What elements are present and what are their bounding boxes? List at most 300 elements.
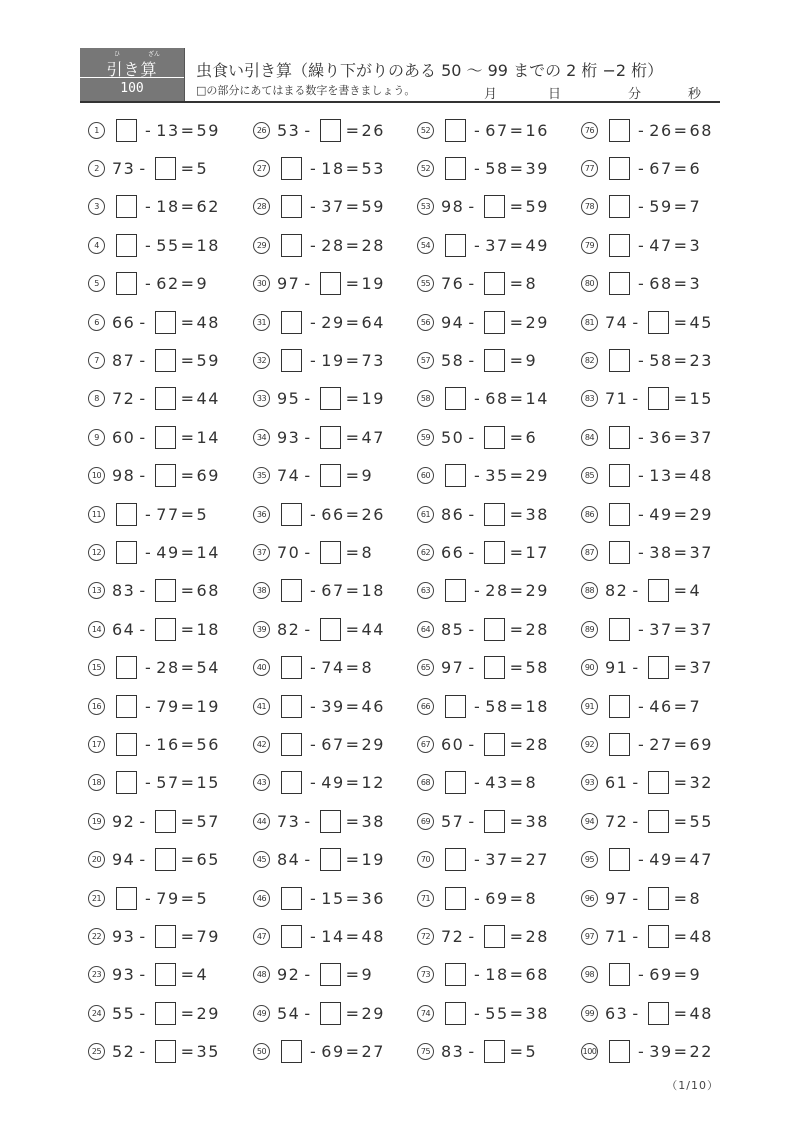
minus-sign: - (474, 773, 482, 793)
problem-item (581, 156, 741, 180)
subtrahend: 79 (156, 888, 180, 908)
answer-box[interactable] (116, 503, 137, 526)
difference: 3 (689, 235, 702, 255)
answer-box[interactable] (281, 579, 302, 602)
problem-number: 34 (253, 429, 270, 446)
problem-expression (277, 887, 385, 910)
problem-expression (277, 311, 385, 334)
answer-box[interactable] (609, 349, 630, 372)
equals-sign: = (509, 158, 525, 178)
answer-box[interactable] (155, 349, 176, 372)
minus-sign: - (468, 926, 476, 946)
difference: 18 (196, 619, 220, 639)
equals-sign: = (673, 197, 689, 217)
problem-item (88, 310, 248, 334)
problem-number: 87 (581, 544, 598, 561)
answer-box[interactable] (320, 618, 341, 641)
minus-sign: - (638, 965, 646, 985)
answer-box[interactable] (281, 733, 302, 756)
equals-sign: = (509, 312, 525, 332)
equals-sign: = (345, 811, 361, 831)
problem-number: 45 (253, 851, 270, 868)
answer-box[interactable] (320, 119, 341, 142)
problem-item (417, 502, 577, 526)
equals-sign: = (345, 274, 361, 294)
problem-expression (277, 848, 385, 871)
minuend: 94 (441, 312, 465, 332)
difference: 9 (689, 965, 702, 985)
answer-box[interactable] (609, 503, 630, 526)
problem-number: 79 (581, 237, 598, 254)
difference: 4 (196, 965, 209, 985)
minus-sign: - (304, 120, 312, 140)
problem-item (253, 924, 413, 948)
problem-item (417, 387, 577, 411)
answer-box[interactable] (648, 1002, 669, 1025)
problem-number: 37 (253, 544, 270, 561)
worksheet-instruction: □の部分にあてはまる数字を書きましょう。 (196, 84, 416, 97)
difference: 79 (196, 926, 220, 946)
answer-box[interactable] (155, 618, 176, 641)
problem-expression (112, 771, 220, 794)
equals-sign: = (345, 466, 361, 486)
minus-sign: - (468, 542, 476, 562)
difference: 18 (525, 696, 549, 716)
minuend: 92 (112, 811, 136, 831)
equals-sign: = (345, 850, 361, 870)
problem-expression (605, 925, 713, 948)
problem-number: 76 (581, 122, 598, 139)
difference: 5 (525, 1042, 538, 1062)
answer-box[interactable] (445, 887, 466, 910)
answer-box[interactable] (281, 771, 302, 794)
answer-box[interactable] (320, 963, 341, 986)
answer-box[interactable] (648, 810, 669, 833)
answer-box[interactable] (609, 1040, 630, 1063)
answer-box[interactable] (116, 234, 137, 257)
subtrahend: 68 (485, 389, 509, 409)
answer-box[interactable] (609, 272, 630, 295)
equals-sign: = (509, 235, 525, 255)
difference: 69 (689, 734, 713, 754)
problem-number: 48 (253, 966, 270, 983)
problem-item (253, 195, 413, 219)
equals-sign: = (673, 504, 689, 524)
answer-box[interactable] (281, 1040, 302, 1063)
equals-sign: = (180, 1042, 196, 1062)
subtrahend: 47 (649, 235, 673, 255)
problem-expression (605, 887, 701, 910)
problem-number: 11 (88, 506, 105, 523)
minus-sign: - (304, 619, 312, 639)
subtrahend: 49 (321, 773, 345, 793)
answer-box[interactable] (609, 733, 630, 756)
answer-box[interactable] (609, 426, 630, 449)
answer-box[interactable] (320, 1002, 341, 1025)
answer-box[interactable] (445, 157, 466, 180)
problem-number: 78 (581, 198, 598, 215)
subtrahend: 37 (649, 619, 673, 639)
answer-box[interactable] (484, 349, 505, 372)
subtrahend: 58 (485, 158, 509, 178)
answer-box[interactable] (155, 848, 176, 871)
problem-expression (441, 925, 549, 948)
equals-sign: = (673, 120, 689, 140)
problem-item (581, 1040, 741, 1064)
subtrahend: 27 (649, 734, 673, 754)
problem-item (88, 848, 248, 872)
difference: 37 (689, 658, 713, 678)
equals-sign: = (180, 965, 196, 985)
problem-item (417, 617, 577, 641)
problem-expression (112, 157, 208, 180)
problem-item (417, 1040, 577, 1064)
equals-sign: = (180, 389, 196, 409)
problem-expression (605, 963, 701, 986)
answer-box[interactable] (116, 771, 137, 794)
subtrahend: 18 (485, 965, 509, 985)
answer-box[interactable] (320, 387, 341, 410)
problem-expression (277, 503, 385, 526)
problem-number: 81 (581, 314, 598, 331)
subtrahend: 49 (156, 542, 180, 562)
answer-box[interactable] (609, 541, 630, 564)
problem-expression (441, 848, 549, 871)
answer-box[interactable] (320, 464, 341, 487)
answer-box[interactable] (648, 387, 669, 410)
answer-box[interactable] (609, 695, 630, 718)
equals-sign: = (509, 542, 525, 562)
answer-box[interactable] (155, 387, 176, 410)
answer-box[interactable] (116, 541, 137, 564)
answer-box[interactable] (648, 656, 669, 679)
subtrahend: 69 (321, 1042, 345, 1062)
equals-sign: = (509, 274, 525, 294)
answer-box[interactable] (155, 1002, 176, 1025)
answer-box[interactable] (281, 656, 302, 679)
answer-box[interactable] (116, 272, 137, 295)
difference: 19 (361, 389, 385, 409)
difference: 37 (689, 542, 713, 562)
difference: 8 (525, 773, 538, 793)
equals-sign: = (180, 312, 196, 332)
equals-sign: = (673, 850, 689, 870)
answer-box[interactable] (484, 541, 505, 564)
problem-expression (277, 464, 373, 487)
answer-box[interactable] (484, 925, 505, 948)
answer-box[interactable] (445, 848, 466, 871)
minuend: 82 (277, 619, 301, 639)
problem-item (88, 1001, 248, 1025)
subtrahend: 68 (649, 274, 673, 294)
answer-box[interactable] (484, 272, 505, 295)
problem-item (88, 464, 248, 488)
answer-box[interactable] (648, 311, 669, 334)
equals-sign: = (509, 466, 525, 486)
answer-box[interactable] (609, 195, 630, 218)
answer-box[interactable] (445, 963, 466, 986)
minus-sign: - (145, 197, 153, 217)
equals-sign: = (180, 696, 196, 716)
problem-item (88, 233, 248, 257)
answer-box[interactable] (484, 195, 505, 218)
answer-box[interactable] (484, 311, 505, 334)
answer-box[interactable] (116, 195, 137, 218)
difference: 26 (361, 504, 385, 524)
problem-number: 29 (253, 237, 270, 254)
equals-sign: = (509, 120, 525, 140)
minus-sign: - (310, 197, 318, 217)
answer-box[interactable] (445, 387, 466, 410)
subtrahend: 37 (321, 197, 345, 217)
answer-box[interactable] (116, 119, 137, 142)
answer-box[interactable] (281, 157, 302, 180)
problem-expression (605, 771, 713, 794)
problem-item (253, 1040, 413, 1064)
answer-box[interactable] (320, 541, 341, 564)
problem-expression (441, 272, 537, 295)
equals-sign: = (509, 850, 525, 870)
difference: 68 (689, 120, 713, 140)
answer-box[interactable] (320, 848, 341, 871)
problem-item (417, 464, 577, 488)
problem-item (88, 387, 248, 411)
problem-expression (277, 1002, 385, 1025)
problem-number: 58 (417, 390, 434, 407)
difference: 29 (525, 581, 549, 601)
minuend: 98 (441, 197, 465, 217)
minuend: 84 (277, 850, 301, 870)
problem-number: 73 (417, 966, 434, 983)
answer-box[interactable] (445, 119, 466, 142)
answer-box[interactable] (445, 695, 466, 718)
difference: 27 (361, 1042, 385, 1062)
minus-sign: - (310, 350, 318, 370)
problem-item (581, 656, 741, 680)
difference: 23 (689, 350, 713, 370)
problem-number: 6 (88, 314, 105, 331)
answer-box[interactable] (484, 503, 505, 526)
problem-number: 46 (253, 890, 270, 907)
difference: 27 (525, 850, 549, 870)
second-label: 秒 (688, 87, 702, 102)
answer-box[interactable] (281, 234, 302, 257)
answer-box[interactable] (281, 887, 302, 910)
answer-box[interactable] (648, 925, 669, 948)
problem-expression (441, 234, 549, 257)
difference: 28 (525, 926, 549, 946)
problem-item (253, 348, 413, 372)
problem-item (253, 656, 413, 680)
answer-box[interactable] (155, 1040, 176, 1063)
title-ruby-hi: ひ (114, 51, 121, 58)
minus-sign: - (139, 466, 147, 486)
problem-expression (605, 272, 701, 295)
answer-box[interactable] (445, 234, 466, 257)
problem-item (417, 156, 577, 180)
answer-box[interactable] (484, 426, 505, 449)
problem-number: 63 (417, 582, 434, 599)
difference: 8 (525, 888, 538, 908)
difference: 9 (196, 274, 209, 294)
answer-box[interactable] (155, 963, 176, 986)
problem-item (253, 272, 413, 296)
answer-box[interactable] (609, 157, 630, 180)
difference: 48 (196, 312, 220, 332)
answer-box[interactable] (609, 119, 630, 142)
problem-expression (605, 349, 713, 372)
difference: 29 (525, 312, 549, 332)
equals-sign: = (673, 158, 689, 178)
problem-expression (277, 963, 373, 986)
problem-number: 66 (417, 698, 434, 715)
equals-sign: = (180, 197, 196, 217)
problem-number: 16 (88, 698, 105, 715)
equals-sign: = (673, 888, 689, 908)
problem-number: 28 (253, 198, 270, 215)
answer-box[interactable] (445, 1002, 466, 1025)
equals-sign: = (345, 1042, 361, 1062)
problem-item (417, 310, 577, 334)
answer-box[interactable] (609, 963, 630, 986)
problem-expression (441, 157, 549, 180)
minus-sign: - (468, 312, 476, 332)
subtrahend: 77 (156, 504, 180, 524)
minuend: 86 (441, 504, 465, 524)
equals-sign: = (180, 158, 196, 178)
answer-box[interactable] (445, 464, 466, 487)
difference: 5 (196, 504, 209, 524)
answer-box[interactable] (445, 579, 466, 602)
minus-sign: - (139, 1003, 147, 1023)
answer-box[interactable] (648, 579, 669, 602)
difference: 39 (525, 158, 549, 178)
minuend: 73 (277, 811, 301, 831)
answer-box[interactable] (281, 925, 302, 948)
minus-sign: - (304, 466, 312, 486)
problem-expression (605, 426, 713, 449)
problem-number: 77 (581, 160, 598, 177)
minus-sign: - (638, 696, 646, 716)
problem-number: 42 (253, 736, 270, 753)
problem-item (417, 1001, 577, 1025)
equals-sign: = (509, 926, 525, 946)
minus-sign: - (638, 158, 646, 178)
minus-sign: - (474, 389, 482, 409)
answer-box[interactable] (648, 887, 669, 910)
problem-number: 35 (253, 467, 270, 484)
problem-item (417, 233, 577, 257)
difference: 69 (196, 466, 220, 486)
subtrahend: 18 (156, 197, 180, 217)
answer-box[interactable] (484, 810, 505, 833)
minus-sign: - (638, 542, 646, 562)
problem-expression (277, 579, 385, 602)
minus-sign: - (310, 235, 318, 255)
difference: 7 (689, 197, 702, 217)
difference: 18 (361, 581, 385, 601)
answer-box[interactable] (445, 771, 466, 794)
equals-sign: = (345, 965, 361, 985)
answer-box[interactable] (155, 810, 176, 833)
subtrahend: 13 (649, 466, 673, 486)
answer-box[interactable] (155, 464, 176, 487)
difference: 48 (689, 466, 713, 486)
subtrahend: 58 (649, 350, 673, 370)
problem-expression (441, 579, 549, 602)
problem-number: 98 (581, 966, 598, 983)
problem-expression (112, 311, 220, 334)
difference: 5 (196, 888, 209, 908)
answer-box[interactable] (320, 426, 341, 449)
answer-box[interactable] (116, 695, 137, 718)
answer-box[interactable] (155, 925, 176, 948)
answer-box[interactable] (155, 579, 176, 602)
problem-expression (112, 963, 208, 986)
answer-box[interactable] (484, 618, 505, 641)
problem-expression (112, 695, 220, 718)
difference: 19 (196, 696, 220, 716)
subtrahend: 38 (649, 542, 673, 562)
problem-item (88, 579, 248, 603)
answer-box[interactable] (116, 733, 137, 756)
answer-box[interactable] (281, 311, 302, 334)
problem-item (581, 732, 741, 756)
problem-number: 4 (88, 237, 105, 254)
difference: 46 (361, 696, 385, 716)
difference: 65 (196, 850, 220, 870)
answer-box[interactable] (281, 349, 302, 372)
answer-box[interactable] (484, 656, 505, 679)
minus-sign: - (310, 773, 318, 793)
difference: 38 (525, 1003, 549, 1023)
answer-box[interactable] (116, 656, 137, 679)
minus-sign: - (638, 427, 646, 447)
answer-box[interactable] (609, 234, 630, 257)
answer-box[interactable] (155, 311, 176, 334)
difference: 12 (361, 773, 385, 793)
answer-box[interactable] (609, 848, 630, 871)
problem-number: 47 (253, 928, 270, 945)
answer-box[interactable] (281, 503, 302, 526)
subtrahend: 37 (485, 850, 509, 870)
problem-expression (112, 541, 220, 564)
minuend: 85 (441, 619, 465, 639)
answer-box[interactable] (484, 1040, 505, 1063)
answer-box[interactable] (155, 157, 176, 180)
minuend: 64 (112, 619, 136, 639)
answer-box[interactable] (609, 464, 630, 487)
answer-box[interactable] (281, 695, 302, 718)
difference: 59 (361, 197, 385, 217)
subtrahend: 59 (649, 197, 673, 217)
answer-box[interactable] (116, 887, 137, 910)
problem-expression (277, 387, 385, 410)
answer-box[interactable] (320, 810, 341, 833)
answer-box[interactable] (609, 618, 630, 641)
minus-sign: - (145, 542, 153, 562)
answer-box[interactable] (155, 426, 176, 449)
problem-number: 85 (581, 467, 598, 484)
answer-box[interactable] (281, 195, 302, 218)
problem-expression (605, 119, 713, 142)
problem-item (253, 156, 413, 180)
answer-box[interactable] (648, 771, 669, 794)
answer-box[interactable] (320, 272, 341, 295)
problem-item (253, 233, 413, 257)
answer-box[interactable] (484, 733, 505, 756)
minus-sign: - (139, 811, 147, 831)
